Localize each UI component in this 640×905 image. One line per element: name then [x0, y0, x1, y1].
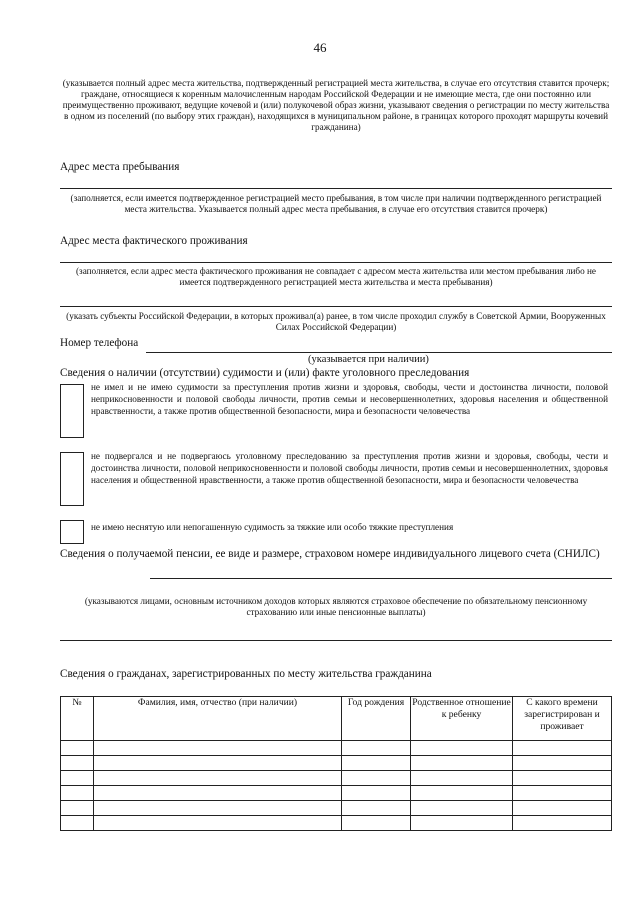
table-cell[interactable]: [342, 771, 411, 786]
phone-note: (указывается при наличии): [308, 354, 429, 365]
table-cell[interactable]: [513, 756, 612, 771]
table-cell[interactable]: [411, 771, 513, 786]
checkbox-no-prosecution-text: не подвергался и не подвергаюсь уголовному преследованию за преступления против жизни и здоровья, свободы, чести и достоинства личности, половой неприкосновенности и половой свободы личности, против семьи и несовершеннолетних, здоровья населения и общественной нравственности, а также против общественной безопасности, мира и безопасности человечества: [91, 451, 608, 485]
criminal-record-label: Сведения о наличии (отсутствии) судимости и (или) факте уголовного преследования: [60, 367, 470, 379]
header-registered-since: С какого времени зарегистрирован и проживает: [513, 697, 612, 741]
table-cell[interactable]: [411, 756, 513, 771]
table-header-row: [61, 697, 612, 741]
table-cell[interactable]: [61, 816, 94, 831]
table-cell[interactable]: [61, 741, 94, 756]
table-cell[interactable]: [342, 786, 411, 801]
table-cell[interactable]: [411, 801, 513, 816]
pension-field[interactable]: [150, 578, 612, 579]
phone-field[interactable]: [146, 352, 612, 353]
stay-address-note: (заполняется, если имеется подтвержденное регистрацией место пребывания, в том числе при наличии подтвержденного регистрацией места жительства. Указывается полный адрес места пребывания, в случае его отсутствия ставится прочерк): [70, 193, 602, 214]
table-cell[interactable]: [61, 786, 94, 801]
table-cell[interactable]: [513, 801, 612, 816]
pension-extra-field[interactable]: [60, 640, 612, 641]
checkbox-no-grave-record-text: не имею неснятую или непогашенную судимость за тяжкие или особо тяжкие преступления: [91, 522, 454, 532]
pension-label: Сведения о получаемой пенсии, ее виде и размере, страховом номере индивидуального лицевого счета (СНИЛС): [60, 548, 600, 560]
registered-citizens-table: [60, 696, 612, 831]
actual-address-label: Адрес места фактического проживания: [60, 235, 248, 247]
table-cell[interactable]: [342, 816, 411, 831]
table-cell[interactable]: [411, 786, 513, 801]
table-cell[interactable]: [513, 741, 612, 756]
table-cell[interactable]: [61, 756, 94, 771]
table-cell[interactable]: [411, 816, 513, 831]
actual-address-note: (заполняется, если адрес места фактического проживания не совпадает с адресом места жительства или местом пребывания либо не имеется подтвержденного регистрацией места жительства и места пребывания): [76, 266, 596, 287]
table-cell[interactable]: [94, 771, 342, 786]
table-row: [61, 801, 612, 816]
table-cell[interactable]: [342, 756, 411, 771]
table-cell[interactable]: [94, 741, 342, 756]
table-row: [61, 786, 612, 801]
header-birth-year: Год рождения: [342, 697, 411, 741]
registered-citizens-label: Сведения о гражданах, зарегистрированных по месту жительства гражданина: [60, 668, 432, 680]
table-cell[interactable]: [513, 771, 612, 786]
header-number: №: [61, 697, 94, 741]
subjects-note: (указать субъекты Российской Федерации, в которых проживал(а) ранее, в том числе проходил службу в Советской Армии, Вооруженных Силах Российской Федерации): [66, 311, 606, 332]
page-number: 46: [313, 40, 327, 55]
residence-note: (указывается полный адрес места жительства, подтвержденный регистрацией места жительства, в случае его отсутствия ставится прочерк; граждане, относящиеся к коренным малочисленным народам Российской Федерации и не имеющие места, где они постоянно или преимущественно проживают, ведущие кочевой и (или) полукочевой образ жизни, указывают сведения о регистрации по месту жительства в одном из поселений (по выбору этих граждан), находящихся в муниципальном районе, в границах которого проходят маршруты кочевий гражданина): [62, 78, 610, 132]
checkbox-no-prosecution[interactable]: [60, 452, 84, 506]
table-cell[interactable]: [513, 786, 612, 801]
table-cell[interactable]: [342, 741, 411, 756]
table-cell[interactable]: [94, 801, 342, 816]
phone-label: Номер телефона: [60, 337, 139, 349]
table-cell[interactable]: [61, 801, 94, 816]
table-cell[interactable]: [94, 786, 342, 801]
table-cell[interactable]: [94, 756, 342, 771]
table-row: [61, 771, 612, 786]
subjects-field[interactable]: [60, 306, 612, 307]
table-cell[interactable]: [61, 771, 94, 786]
table-cell[interactable]: [94, 816, 342, 831]
pension-note: (указываются лицами, основным источником доходов которых являются страховое обеспечение по обязательному пенсионному страхованию или иные пенсионные выплаты): [84, 596, 588, 617]
table-row: [61, 741, 612, 756]
table-cell[interactable]: [411, 741, 513, 756]
checkbox-no-record-text: не имел и не имею судимости за преступления против жизни и здоровья, свободы, чести и достоинства личности, половой неприкосновенности и половой свободы личности, против семьи и несовершеннолетних, здоровья населения и общественной нравственности, а также против общественной безопасности, мира и безопасности человечества: [91, 382, 608, 416]
stay-address-label: Адрес места пребывания: [60, 161, 180, 173]
header-relation: Родственное отношение к ребенку: [411, 697, 513, 741]
header-full-name: Фамилия, имя, отчество (при наличии): [94, 697, 342, 741]
table-cell[interactable]: [342, 801, 411, 816]
table-cell[interactable]: [513, 816, 612, 831]
checkbox-no-grave-record[interactable]: [60, 520, 84, 544]
table-row: [61, 756, 612, 771]
checkbox-no-record[interactable]: [60, 384, 84, 438]
stay-address-field[interactable]: [60, 188, 612, 189]
table-row: [61, 816, 612, 831]
actual-address-field[interactable]: [60, 262, 612, 263]
